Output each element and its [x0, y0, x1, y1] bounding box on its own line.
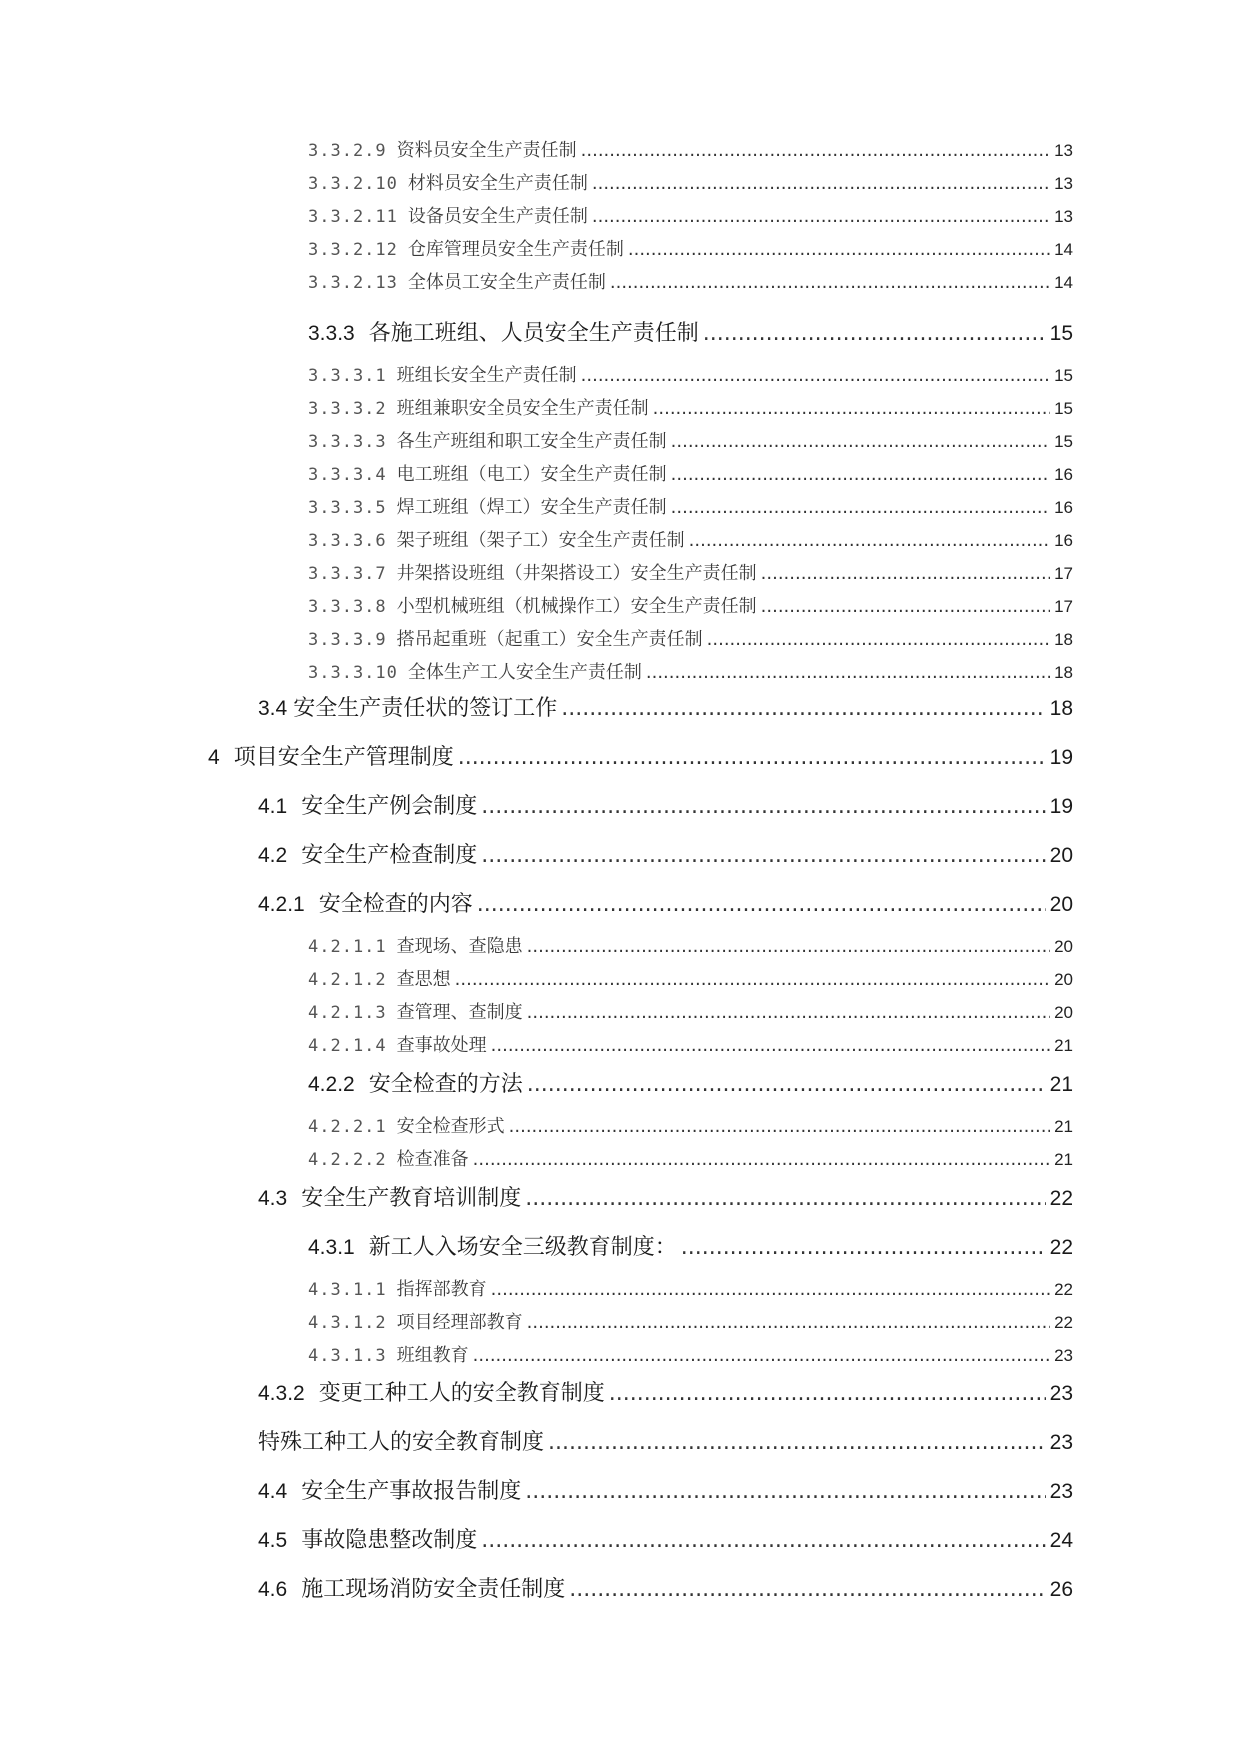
toc-entry-page: 16 — [1054, 465, 1073, 484]
toc-entry-4-1[interactable] — [258, 789, 1073, 820]
toc-entry-number: 4.3.2 — [258, 1382, 305, 1405]
toc-entry-number: 4.2 — [258, 844, 288, 867]
toc-entry-title: 查思想 — [396, 969, 451, 990]
toc-entry-title: 项目经理部教育 — [396, 1312, 523, 1333]
toc-entry-number: 3.3.3.4 — [308, 465, 387, 485]
toc-entry-title: 安全检查的方法 — [368, 1072, 523, 1097]
toc-entry-page: 22 — [1054, 1313, 1073, 1332]
toc-entry-page: 23 — [1049, 1431, 1073, 1454]
toc-leader-dots — [671, 431, 1050, 452]
toc-entry-4-3-1-3[interactable] — [308, 1341, 1073, 1367]
toc-leader-dots — [548, 1430, 1046, 1455]
toc-entry-page: 16 — [1054, 531, 1073, 550]
toc-entry-3-3-2-13[interactable] — [308, 268, 1073, 294]
toc-entry-page: 20 — [1054, 937, 1073, 956]
toc-entry-title: 电工班组（电工）安全生产责任制 — [396, 464, 667, 485]
toc-entry-4-2-2-1[interactable] — [308, 1112, 1073, 1138]
toc-entry-title: 各施工班组、人员安全生产责任制 — [368, 321, 699, 346]
toc-entry-4-3-1-2[interactable] — [308, 1308, 1073, 1334]
toc-entry-title: 班组长安全生产责任制 — [396, 365, 577, 386]
toc-entry-title: 设备员安全生产责任制 — [407, 206, 588, 227]
toc-entry-number: 3.3.3.8 — [308, 597, 387, 617]
toc-leader-dots — [761, 563, 1050, 584]
toc-entry-page: 20 — [1054, 970, 1073, 989]
toc-entry-3-3-2-9[interactable] — [308, 136, 1073, 162]
toc-leader-dots — [509, 1116, 1050, 1137]
toc-entry-number: 4.2.2.2 — [308, 1150, 387, 1170]
toc-entry-4-2-1[interactable] — [258, 887, 1073, 918]
toc-entry-number: 4.3.1.2 — [308, 1313, 387, 1333]
toc-entry-number: 4 — [208, 746, 220, 769]
toc-entry-number: 3.3.3.1 — [308, 366, 387, 386]
toc-entry-number: 4.2.1.4 — [308, 1036, 387, 1056]
toc-leader-dots — [646, 662, 1050, 683]
toc-entry-page: 14 — [1054, 273, 1073, 292]
toc-entry-4-3-1[interactable] — [308, 1230, 1073, 1261]
toc-entry-number: 4.3.1.3 — [308, 1346, 387, 1366]
toc-entry-3-3-3-9[interactable] — [308, 625, 1073, 651]
toc-entry-page: 16 — [1054, 498, 1073, 517]
toc-entry-title: 各生产班组和职工安全生产责任制 — [396, 431, 667, 452]
toc-leader-dots — [477, 892, 1046, 917]
toc-entry-4-6[interactable] — [258, 1572, 1073, 1603]
toc-leader-dots — [473, 1149, 1050, 1170]
toc-entry-page: 22 — [1049, 1236, 1073, 1259]
toc-leader-dots — [703, 321, 1046, 346]
toc-entry-3-3-3-1[interactable] — [308, 361, 1073, 387]
toc-entry-number: 3.4 — [258, 697, 288, 720]
toc-entry-number: 4.1 — [258, 795, 288, 818]
toc-entry-page: 24 — [1049, 1529, 1073, 1552]
toc-entry-title: 查现场、查隐患 — [396, 936, 523, 957]
toc-entry-number: 4.5 — [258, 1529, 288, 1552]
toc-leader-dots — [481, 1528, 1045, 1553]
toc-entry-page: 14 — [1054, 240, 1073, 259]
toc-entry-page: 21 — [1049, 1073, 1073, 1096]
toc-entry-4-2[interactable] — [258, 838, 1073, 869]
toc-entry-title: 指挥部教育 — [396, 1279, 487, 1300]
toc-entry-title: 安全生产教育培训制度 — [301, 1186, 522, 1211]
toc-entry-page: 23 — [1049, 1382, 1073, 1405]
toc-entry-4-2-1-4[interactable] — [308, 1031, 1073, 1057]
toc-entry-4-4[interactable] — [258, 1474, 1073, 1505]
toc-entry-page: 20 — [1054, 1003, 1073, 1022]
toc-entry-page: 15 — [1054, 432, 1073, 451]
toc-entry-4[interactable] — [208, 740, 1073, 771]
toc-entry-page: 26 — [1049, 1578, 1073, 1601]
toc-entry-title: 事故隐患整改制度 — [301, 1528, 478, 1553]
toc-entry-title: 小型机械班组（机械操作工）安全生产责任制 — [396, 596, 757, 617]
toc-entry-number: 3.3.2.13 — [308, 273, 398, 293]
toc-entry-number: 3.3.2.12 — [308, 240, 398, 260]
toc-entry-title: 资料员安全生产责任制 — [396, 140, 577, 161]
toc-leader-dots — [681, 1235, 1046, 1260]
toc-entry-number: 3.3.3.7 — [308, 564, 387, 584]
toc-leader-dots — [689, 530, 1050, 551]
toc-entry-title: 安全生产事故报告制度 — [301, 1479, 522, 1504]
toc-entry-4-2-1-3[interactable] — [308, 998, 1073, 1024]
toc-entry-title: 架子班组（架子工）安全生产责任制 — [396, 530, 685, 551]
toc-entry-title: 全体生产工人安全生产责任制 — [407, 662, 642, 683]
toc-entry-number: 4.4 — [258, 1480, 288, 1503]
toc-entry-page: 13 — [1054, 207, 1073, 226]
toc-leader-dots — [671, 497, 1050, 518]
toc-entry-3-3-3[interactable] — [308, 316, 1073, 347]
toc-leader-dots — [592, 206, 1050, 227]
toc-entry-3-3-3-8[interactable] — [308, 592, 1073, 618]
toc-entry-3-3-3-3[interactable] — [308, 427, 1073, 453]
toc-entry-4-2-1-1[interactable] — [308, 932, 1073, 958]
toc-entry-number: 4.2.2.1 — [308, 1117, 387, 1137]
toc-entry-3-3-2-12[interactable] — [308, 235, 1073, 261]
toc-entry-number: 4.3.1 — [308, 1236, 355, 1259]
toc-entry-title: 搭吊起重班（起重工）安全生产责任制 — [396, 629, 703, 650]
toc-entry-page: 13 — [1054, 174, 1073, 193]
toc-entry-number: 3.3.3.10 — [308, 663, 398, 683]
toc-entry-title: 仓库管理员安全生产责任制 — [407, 239, 624, 260]
toc-entry-title: 安全生产检查制度 — [301, 843, 478, 868]
toc-leader-dots — [455, 969, 1050, 990]
toc-entry-number: 4.2.2 — [308, 1073, 355, 1096]
toc-leader-dots — [525, 1479, 1045, 1504]
toc-entry-3-3-2-11[interactable] — [308, 202, 1073, 228]
toc-entry-number: 4.2.1.1 — [308, 937, 387, 957]
toc-leader-dots — [527, 1312, 1050, 1333]
toc-entry-3-3-3-6[interactable] — [308, 526, 1073, 552]
toc-entry-page: 13 — [1054, 141, 1073, 160]
toc-entry-special-trades[interactable] — [258, 1425, 1073, 1456]
toc-entry-page: 15 — [1054, 399, 1073, 418]
toc-entry-page: 18 — [1049, 697, 1073, 720]
toc-entry-4-2-2-2[interactable] — [308, 1145, 1073, 1171]
toc-entry-title: 全体员工安全生产责任制 — [407, 272, 606, 293]
toc-leader-dots — [473, 1345, 1050, 1366]
toc-entry-number: 4.6 — [258, 1578, 288, 1601]
toc-entry-3-3-3-5[interactable] — [308, 493, 1073, 519]
toc-leader-dots — [628, 239, 1050, 260]
toc-entry-number: 4.2.1.3 — [308, 1003, 387, 1023]
toc-leader-dots — [653, 398, 1050, 419]
toc-leader-dots — [592, 173, 1050, 194]
toc-entry-title: 井架搭设班组（井架搭设工）安全生产责任制 — [396, 563, 757, 584]
toc-entry-page: 15 — [1054, 366, 1073, 385]
toc-entry-page: 23 — [1054, 1346, 1073, 1365]
toc-leader-dots — [609, 1381, 1046, 1406]
toc-entry-3-3-3-2[interactable] — [308, 394, 1073, 420]
toc-entry-page: 21 — [1054, 1150, 1073, 1169]
toc-entry-title: 检查准备 — [396, 1149, 469, 1170]
toc-leader-dots — [525, 1186, 1045, 1211]
toc-entry-number: 4.3.1.1 — [308, 1280, 387, 1300]
toc-entry-title: 项目安全生产管理制度 — [233, 745, 454, 770]
toc-entry-page: 19 — [1049, 795, 1073, 818]
toc-entry-4-3[interactable] — [258, 1181, 1073, 1212]
toc-entry-3-4[interactable] — [258, 691, 1073, 722]
toc-leader-dots — [491, 1279, 1050, 1300]
toc-entry-number: 3.3.2.11 — [308, 207, 398, 227]
toc-entry-page: 17 — [1054, 564, 1073, 583]
toc-leader-dots — [527, 1072, 1046, 1097]
toc-entry-number: 3.3.3.2 — [308, 399, 387, 419]
toc-leader-dots — [761, 596, 1050, 617]
toc-leader-dots — [458, 745, 1046, 770]
toc-entry-page: 18 — [1054, 630, 1073, 649]
toc-entry-3-3-3-10[interactable] — [308, 658, 1073, 684]
toc-entry-page: 17 — [1054, 597, 1073, 616]
toc-leader-dots — [671, 464, 1050, 485]
toc-entry-number: 3.3.3.6 — [308, 531, 387, 551]
toc-entry-number: 3.3.2.10 — [308, 174, 398, 194]
toc-leader-dots — [610, 272, 1050, 293]
toc-entry-number: 3.3.3.5 — [308, 498, 387, 518]
toc-entry-number: 3.3.3 — [308, 322, 355, 345]
toc-entry-number: 3.3.2.9 — [308, 141, 387, 161]
toc-leader-dots — [581, 140, 1050, 161]
toc-leader-dots — [527, 1002, 1050, 1023]
toc-entry-3-3-3-4[interactable] — [308, 460, 1073, 486]
toc-leader-dots — [491, 1035, 1050, 1056]
toc-entry-page: 22 — [1054, 1280, 1073, 1299]
toc-entry-title: 安全检查形式 — [396, 1116, 505, 1137]
toc-entry-title: 安全检查的内容 — [318, 892, 473, 917]
toc-entry-title: 施工现场消防安全责任制度 — [301, 1577, 566, 1602]
toc-entry-title: 查管理、查制度 — [396, 1002, 523, 1023]
toc-leader-dots — [527, 936, 1050, 957]
toc-entry-title: 班组教育 — [396, 1345, 469, 1366]
toc-entry-page: 15 — [1049, 322, 1073, 345]
toc-leader-dots — [581, 365, 1050, 386]
toc-entry-page: 18 — [1054, 663, 1073, 682]
toc-entry-page: 20 — [1049, 893, 1073, 916]
toc-entry-page: 23 — [1049, 1480, 1073, 1503]
toc-entry-title: 焊工班组（焊工）安全生产责任制 — [396, 497, 667, 518]
toc-entry-title: 材料员安全生产责任制 — [407, 173, 588, 194]
toc-entry-number: 3.3.3.3 — [308, 432, 387, 452]
toc-entry-3-3-2-10[interactable] — [308, 169, 1073, 195]
toc-entry-title: 变更工种工人的安全教育制度 — [318, 1381, 605, 1406]
toc-entry-4-2-2[interactable] — [308, 1067, 1073, 1098]
toc-entry-number: 4.2.1 — [258, 893, 305, 916]
toc-entry-4-5[interactable] — [258, 1523, 1073, 1554]
toc-entry-page: 20 — [1049, 844, 1073, 867]
toc-leader-dots — [561, 696, 1045, 721]
toc-entry-page: 22 — [1049, 1187, 1073, 1210]
toc-entry-number: 4.3 — [258, 1187, 288, 1210]
toc-leader-dots — [481, 843, 1045, 868]
toc-entry-4-3-2[interactable] — [258, 1376, 1073, 1407]
toc-entry-title: 特殊工种工人的安全教育制度 — [258, 1430, 545, 1455]
toc-entry-3-3-3-7[interactable] — [308, 559, 1073, 585]
toc-entry-title: 班组兼职安全员安全生产责任制 — [396, 398, 649, 419]
toc-leader-dots — [481, 794, 1045, 819]
toc-entry-number: 4.2.1.2 — [308, 970, 387, 990]
toc-entry-page: 21 — [1054, 1036, 1073, 1055]
toc-entry-title: 查事故处理 — [396, 1035, 487, 1056]
toc-entry-title: 安全生产责任状的签订工作 — [293, 696, 558, 721]
toc-leader-dots — [707, 629, 1050, 650]
toc-entry-number: 3.3.3.9 — [308, 630, 387, 650]
toc-entry-page: 21 — [1054, 1117, 1073, 1136]
toc-entry-title: 新工人入场安全三级教育制度： — [368, 1235, 677, 1260]
toc-entry-4-3-1-1[interactable] — [308, 1275, 1073, 1301]
toc-entry-4-2-1-2[interactable] — [308, 965, 1073, 991]
toc-leader-dots — [569, 1577, 1045, 1602]
toc-entry-title: 安全生产例会制度 — [301, 794, 478, 819]
toc-entry-page: 19 — [1049, 746, 1073, 769]
